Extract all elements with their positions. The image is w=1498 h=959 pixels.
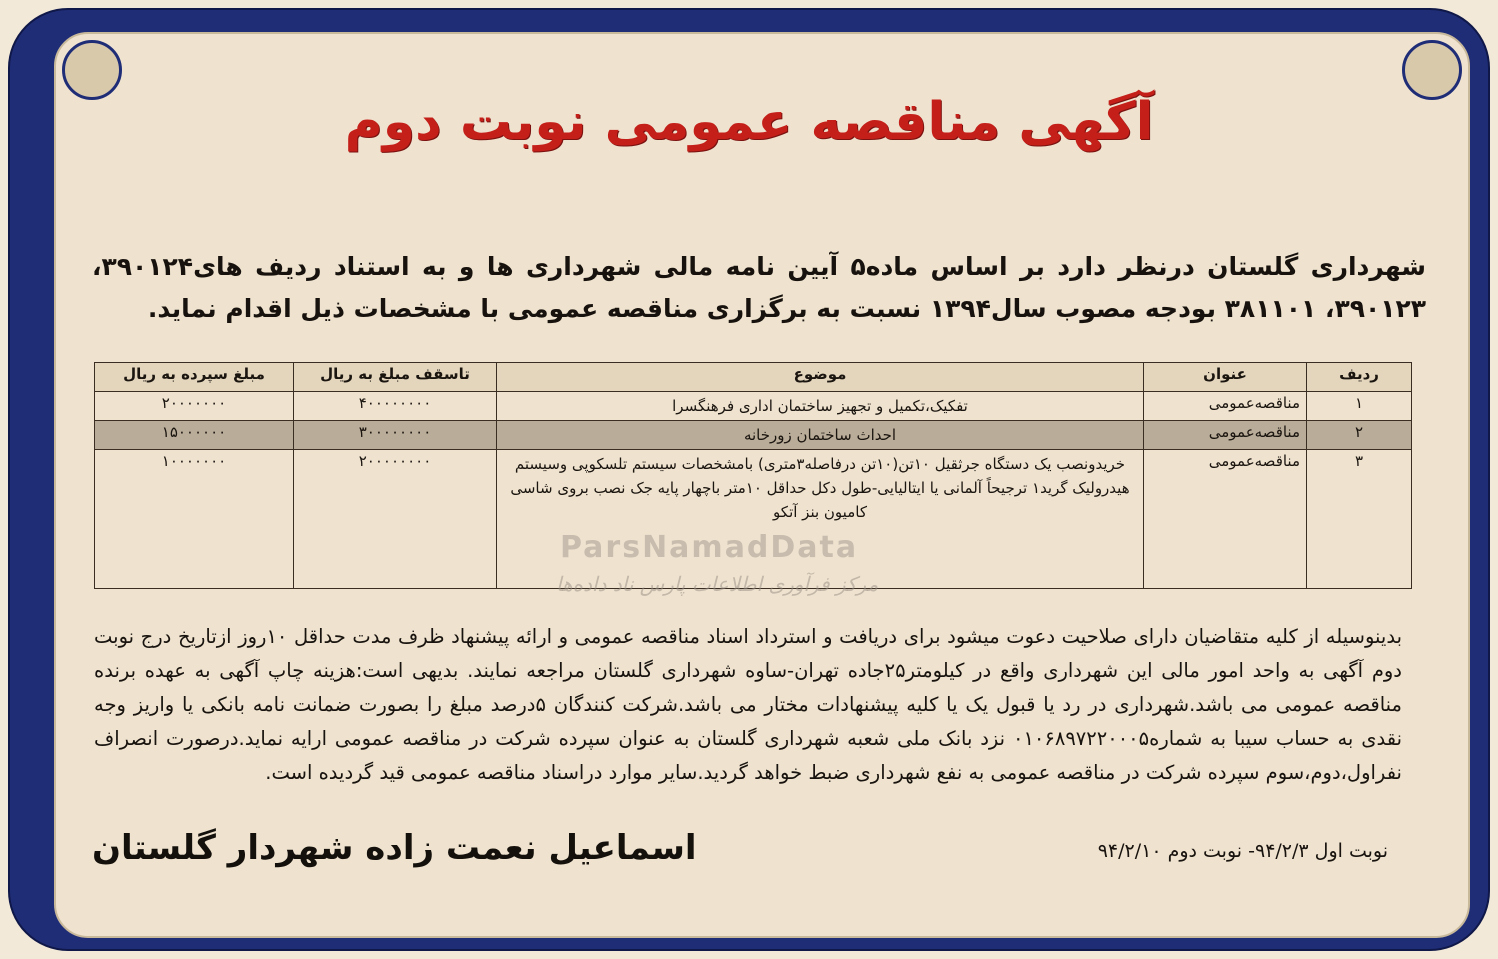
watermark-tagline: مرکز فرآوری اطلاعات پارس ناد داده‌ها (556, 572, 879, 596)
row-title: مناقصه‌عمومی (1144, 450, 1307, 589)
row-title: مناقصه‌عمومی (1144, 421, 1307, 450)
row-title: مناقصه‌عمومی (1144, 392, 1307, 421)
table-row (95, 392, 1412, 421)
notice-title: آگهی مناقصه عمومی نوبت دوم (344, 92, 1154, 152)
watermark-brand: ParsNamadData (560, 530, 859, 565)
header-subject: موضوع (497, 363, 1144, 392)
publication-dates: نوبت اول ۹۴/۲/۳- نوبت دوم ۹۴/۲/۱۰ (1097, 840, 1388, 862)
table-row (95, 450, 1412, 589)
row-number: ۱ (1307, 392, 1412, 421)
header-deposit: مبلغ سپرده به ریال (95, 363, 294, 392)
row-subject: خریدونصب یک دستگاه جرثقیل ۱۰تن(۱۰تن درفاصله۳متری) بامشخصات سیستم تلسکوپی وسیستم هیدرولیک گرید۱ ترجیحاً آلمانی یا ایتالیایی-طول دکل حداقل ۱۰متر باچهار پایه جک نصب بروی شاسی کامیون بنز آتکو (497, 450, 1144, 589)
header-title: عنوان (1144, 363, 1307, 392)
row-ceiling: ۳۰۰۰۰۰۰۰۰ (294, 421, 497, 450)
row-ceiling: ۲۰۰۰۰۰۰۰۰ (294, 450, 497, 589)
header-ceiling: تاسقف مبلغ به ریال (294, 363, 497, 392)
corner-ornament-right (1402, 40, 1462, 100)
row-number: ۲ (1307, 421, 1412, 450)
row-subject: تفکیک،تکمیل و تجهیز ساختمان اداری فرهنگسرا (497, 392, 1144, 421)
notice-intro: شهرداری گلستان درنظر دارد بر اساس ماده۵ آیین نامه مالی شهرداری ها و به استناد ردیف های۳۹۰۱۲۴، ۳۹۰۱۲۳، ۳۸۱۱۰۱ بودجه مصوب سال۱۳۹۴ نسبت به برگزاری مناقصه عمومی با مشخصات ذیل اقدام نماید. (92, 252, 1427, 323)
row-ceiling: ۴۰۰۰۰۰۰۰۰ (294, 392, 497, 421)
row-subject: احداث ساختمان زورخانه (497, 421, 1144, 450)
table-header-row (95, 363, 1412, 392)
row-number: ۳ (1307, 450, 1412, 589)
table-row (95, 421, 1412, 450)
header-row-no: ردیف (1307, 363, 1412, 392)
row-deposit: ۱۵۰۰۰۰۰۰ (95, 421, 294, 450)
notice-body: بدینوسیله از کلیه متقاضیان دارای صلاحیت دعوت میشود برای دریافت و استرداد اسناد مناقصه عمومی و ارائه پیشنهاد ظرف مدت حداقل ۱۰روز ازتاریخ درج نوبت دوم آگهی به واحد امور مالی این شهرداری واقع در کیلومتر۲۵جاده تهران-ساوه شهرداری گلستان مراجعه نمایند. بدیهی است:هزینه چاپ آگهی به عهده برنده مناقصه عمومی می باشد.شهرداری در رد یا قبول یک یا کلیه پیشنهادات مختار می باشد.شرکت کنندگان ۵درصد مبلغ را بصورت ضمانت نامه بانکی یا واریز وجه نقدی به حساب سیبا به شماره۰۱۰۶۸۹۷۲۲۰۰۰۵ نزد بانک ملی شعبه شهرداری گلستان به عنوان سپرده شرکت در مناقصه عمومی ارایه نماید.درصورت انصراف نفراول،دوم،سوم سپرده شرکت در مناقصه عمومی به نفع شهرداری ضبط خواهد گردید.سایر موارد دراسناد مناقصه عمومی قید گردیده است. (94, 625, 1403, 784)
row-deposit: ۲۰۰۰۰۰۰۰ (95, 392, 294, 421)
corner-ornament-left (62, 40, 122, 100)
row-deposit: ۱۰۰۰۰۰۰۰ (95, 450, 294, 589)
mayor-signature: اسماعیل نعمت زاده شهردار گلستان (92, 828, 697, 868)
